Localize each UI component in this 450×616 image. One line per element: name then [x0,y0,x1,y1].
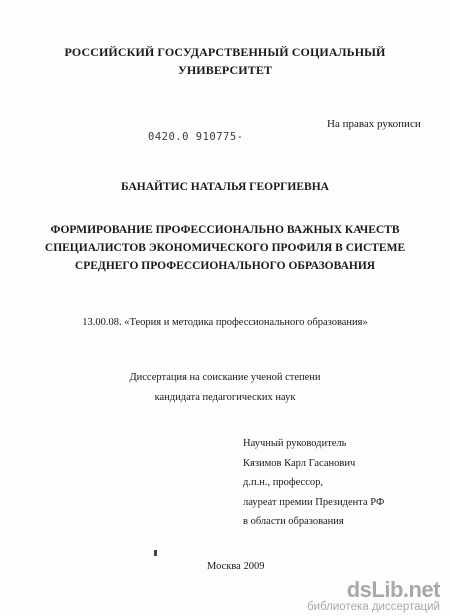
manuscript-rights-note: На правах рукописи [327,118,421,130]
supervisor-heading: Научный руководитель [243,438,347,449]
site-watermark [307,579,440,614]
university-name-line-2: УНИВЕРСИТЕТ [177,63,273,77]
title-line-3: СРЕДНЕГО ПРОФЕССИОНАЛЬНОГО ОБРАЗОВАНИЯ [74,260,376,272]
archive-number-stamp: 0420.0 910775- [148,131,244,143]
degree-statement [0,368,450,408]
degree-line-2: кандидата педагогических наук [154,392,296,403]
university-name [0,43,450,79]
city-and-year: Москва 2009 [207,561,265,572]
supervisor-block [243,434,384,532]
title-line-2: СПЕЦИАЛИСТОВ ЭКОНОМИЧЕСКОГО ПРОФИЛЯ В СИСТЕМЕ [44,242,406,254]
supervisor-award-field: в области образования [243,516,344,527]
title-line-1: ФОРМИРОВАНИЕ ПРОФЕССИОНАЛЬНО ВАЖНЫХ КАЧЕСТВ [50,224,400,236]
author-name: БАНАЙТИС НАТАЛЬЯ ГЕОРГИЕВНА [121,181,329,193]
supervisor-award: лауреат премии Президента РФ [243,496,385,508]
scan-artifact-mark [154,550,157,556]
supervisor-name: Кязимов Карл Гасанович [243,457,356,469]
watermark-subtitle: библиотека диссертаций [307,601,440,613]
specialty-code: 13.00.08. «Теория и методика профессионального образования» [82,317,368,328]
dissertation-title [0,221,450,275]
degree-line-1: Диссертация на соискание ученой степени [129,372,321,383]
university-name-line-1: РОССИЙСКИЙ ГОСУДАРСТВЕННЫЙ СОЦИАЛЬНЫЙ [64,45,386,59]
watermark-logo: dsLib.net [346,577,440,602]
supervisor-degree: д.п.н., профессор, [243,477,323,488]
